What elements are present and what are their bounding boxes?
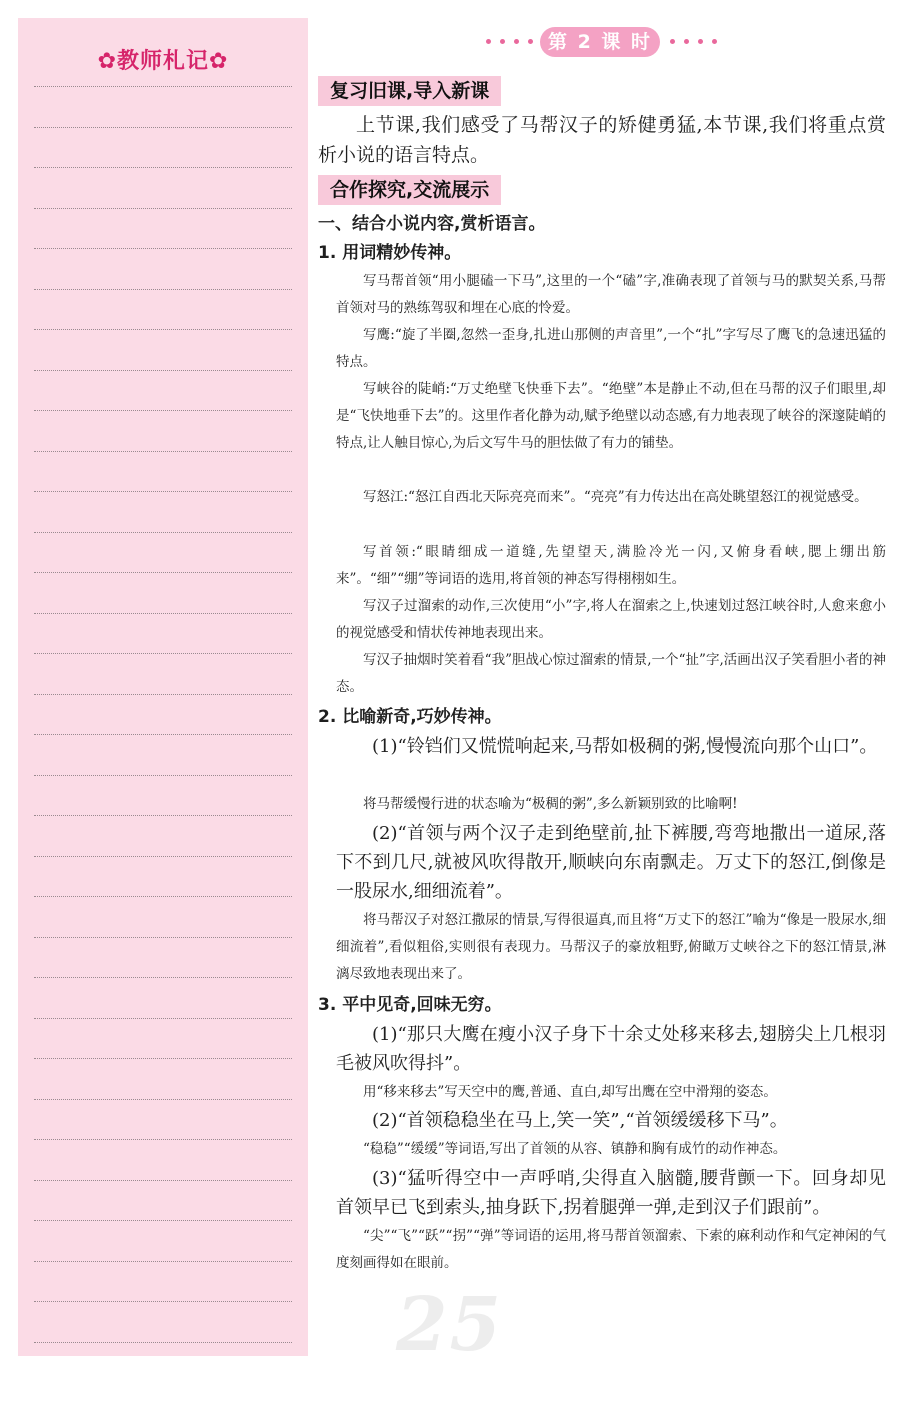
note-line — [34, 127, 292, 128]
note-line — [34, 1139, 292, 1140]
section-heading-review: 复习旧课,导入新课 — [318, 76, 501, 106]
note-line — [34, 1261, 292, 1262]
teacher-notes-panel — [18, 18, 308, 1356]
note-line — [34, 289, 292, 290]
note-line — [34, 1099, 292, 1100]
note-line — [34, 775, 292, 776]
note-line — [34, 532, 292, 533]
note-line — [34, 734, 292, 735]
analysis-paragraph: “尖”“飞”“跃”“拐”“弹”等词语的运用,将马帮首领溜索、下索的麻利动作和气定神闲的气度刻画得如在眼前。 — [336, 1228, 886, 1271]
right-dots-decoration — [670, 39, 732, 45]
analysis-paragraph: 将马帮缓慢行进的状态喻为“极稠的粥”,多么新颖别致的比喻啊! — [363, 796, 738, 812]
note-line — [34, 370, 292, 371]
part-one-title: 一、结合小说内容,赏析语言。 — [318, 214, 546, 234]
teacher-notes-title: ✿教师札记✿ — [97, 49, 229, 74]
note-line — [34, 248, 292, 249]
lesson-badge — [486, 27, 726, 57]
note-line — [34, 613, 292, 614]
note-line — [34, 572, 292, 573]
note-line — [34, 451, 292, 452]
note-line — [34, 977, 292, 978]
page-number: 25 — [396, 1282, 503, 1368]
analysis-paragraph: 写汉子抽烟时笑着看“我”胆战心惊过溜索的情景,一个“扯”字,活画出汉子笑看胆小者的神态。 — [336, 652, 886, 695]
note-line — [34, 896, 292, 897]
analysis-paragraph: 将马帮汉子对怒江撒尿的情景,写得很逼真,而且将“万丈下的怒江”喻为“像是一股尿水,细细流着”,看似粗俗,实则很有表现力。马帮汉子的豪放粗野,俯瞰万丈峡谷之下的怒江情景,淋漓尽致地表现出来了。 — [336, 912, 886, 982]
note-line — [34, 1342, 292, 1343]
quote-paragraph: (1)“铃铛们又慌慌响起来,马帮如极稠的粥,慢慢流向那个山口”。 — [372, 736, 878, 757]
note-line — [34, 815, 292, 816]
note-line — [34, 491, 292, 492]
note-line — [34, 694, 292, 695]
section-heading-explore: 合作探究,交流展示 — [318, 175, 501, 205]
note-line — [34, 653, 292, 654]
point-one-title: 1. 用词精妙传神。 — [318, 243, 462, 263]
note-line — [34, 410, 292, 411]
quote-paragraph: (2)“首领稳稳坐在马上,笑一笑”,“首领缓缓移下马”。 — [372, 1110, 788, 1131]
note-line — [34, 856, 292, 857]
note-line — [34, 1220, 292, 1221]
note-line — [34, 208, 292, 209]
note-line — [34, 1301, 292, 1302]
analysis-paragraph: 写怒江:“怒江自西北天际亮亮而来”。“亮亮”有力传达出在高处眺望怒江的视觉感受。 — [363, 489, 868, 505]
review-paragraph: 上节课,我们感受了马帮汉子的矫健勇猛,本节课,我们将重点赏析小说的语言特点。 — [318, 114, 886, 166]
analysis-paragraph: 写鹰:“旋了半圈,忽然一歪身,扎进山那侧的声音里”,一个“扎”字写尽了鹰飞的急速迅猛的特点。 — [336, 327, 886, 370]
lesson-label: 第 2 课 时 — [540, 27, 660, 57]
note-line — [34, 167, 292, 168]
quote-paragraph: (1)“那只大鹰在瘦小汉子身下十余丈处移来移去,翅膀尖上几根羽毛被风吹得抖”。 — [336, 1024, 886, 1074]
point-two-title: 2. 比喻新奇,巧妙传神。 — [318, 707, 502, 727]
analysis-paragraph: 写峡谷的陡峭:“万丈绝壁飞快垂下去”。“绝壁”本是静止不动,但在马帮的汉子们眼里,却是“飞快地垂下去”的。这里作者化静为动,赋予绝壁以动态感,有力地表现了峡谷的深邃陡峭的特点,让人触目惊心,为后文写牛马的胆怯做了有力的铺垫。 — [336, 381, 886, 451]
quote-paragraph: (2)“首领与两个汉子走到绝壁前,扯下裤腰,弯弯地撒出一道尿,落下不到几尺,就被风吹得散开,顺峡向东南飘走。万丈下的怒江,倒像是一股尿水,细细流着”。 — [336, 823, 886, 902]
quote-paragraph: (3)“猛听得空中一声呼哨,尖得直入脑髓,腰背颤一下。回身却见首领早已飞到索头,抽身跃下,拐着腿弹一弹,走到汉子们跟前”。 — [336, 1168, 886, 1218]
analysis-paragraph: 写汉子过溜索的动作,三次使用“小”字,将人在溜索之上,快速划过怒江峡谷时,人愈来愈小的视觉感受和情状传神地表现出来。 — [336, 598, 886, 641]
point-three-title: 3. 平中见奇,回味无穷。 — [318, 995, 502, 1015]
analysis-paragraph: “稳稳”“缓缓”等词语,写出了首领的从容、镇静和胸有成竹的动作神态。 — [363, 1141, 787, 1157]
note-line — [34, 1018, 292, 1019]
note-line — [34, 329, 292, 330]
note-line — [34, 937, 292, 938]
analysis-paragraph: 用“移来移去”写天空中的鹰,普通、直白,却写出鹰在空中滑翔的姿态。 — [363, 1084, 777, 1100]
analysis-paragraph: 写马帮首领“用小腿磕一下马”,这里的一个“磕”字,准确表现了首领与马的默契关系,马帮首领对马的熟练驾驭和埋在心底的怜爱。 — [336, 273, 886, 316]
note-line — [34, 1058, 292, 1059]
note-line — [34, 86, 292, 87]
left-dots-decoration — [486, 39, 548, 45]
note-line — [34, 1180, 292, 1181]
analysis-paragraph: 写首领:“眼睛细成一道缝,先望望天,满脸冷光一闪,又俯身看峡,腮上绷出筋来”。“细”“绷”等词语的选用,将首领的神态写得栩栩如生。 — [336, 544, 886, 587]
